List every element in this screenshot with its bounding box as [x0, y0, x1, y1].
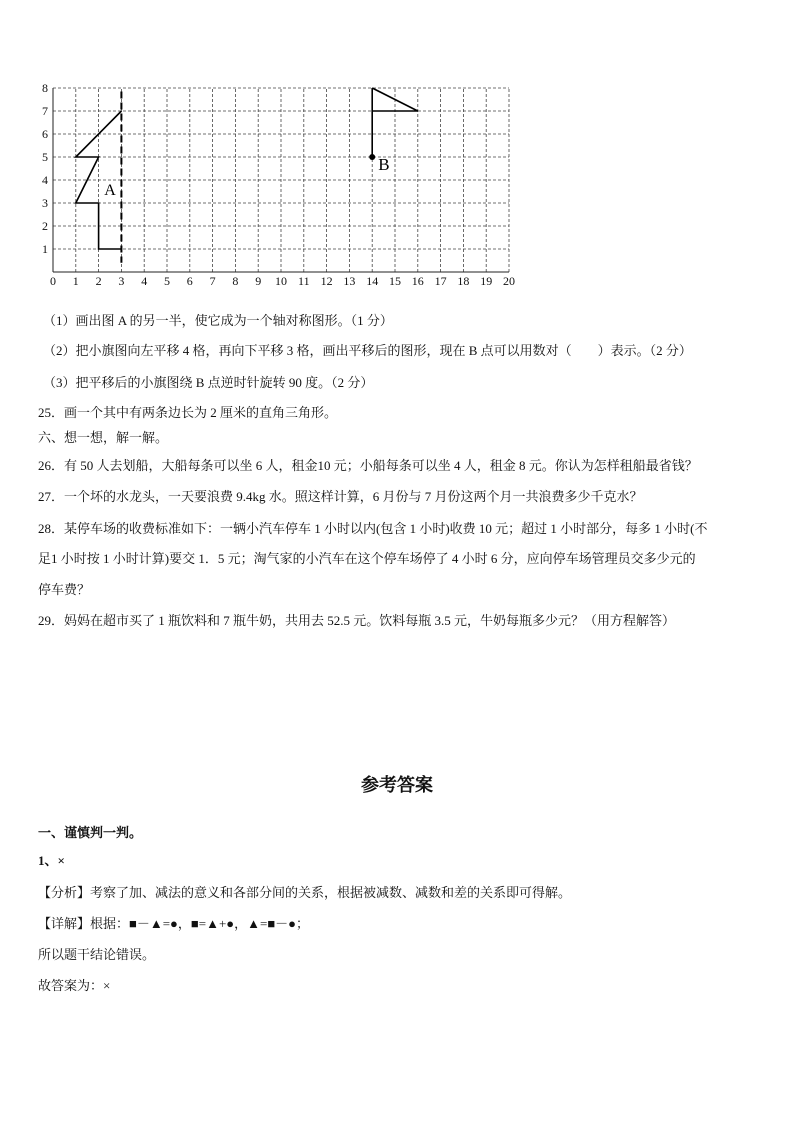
point-b-label: B [378, 155, 390, 174]
x-tick-label: 13 [343, 274, 356, 288]
question-27: 27．一个坏的水龙头，一天要浪费 9.4kg 水。照这样计算，6 月份与 7 月份这两个月一共浪费多少千克水？ [38, 489, 643, 504]
question-29: 29．妈妈在超市买了 1 瓶饮料和 7 瓶牛奶，共用去 52.5 元。饮料每瓶 3.5 元，牛奶每瓶多少元？（用方程解答） [38, 613, 676, 628]
y-tick-label: 6 [42, 127, 48, 141]
section-6-heading: 六、想一想，解一解。 [38, 430, 169, 445]
x-tick-label: 14 [366, 274, 379, 288]
answer-analysis: 【分析】考察了加、减法的意义和各部分间的关系，根据被减数、减数和差的关系即可得解。 [38, 885, 572, 900]
y-tick-label: 7 [42, 104, 48, 118]
question-24-part-1: （1）画出图 A 的另一半，使它成为一个轴对称图形。（1 分） [43, 313, 393, 328]
x-tick-label: 0 [50, 274, 56, 288]
coordinate-grid-figure [0, 0, 794, 300]
x-tick-label: 3 [118, 274, 125, 288]
x-tick-label: 9 [255, 274, 262, 288]
x-tick-label: 8 [232, 274, 239, 288]
x-tick-label: 7 [209, 274, 216, 288]
y-tick-label: 4 [42, 173, 48, 187]
question-26: 26．有 50 人去划船，大船每条可以坐 6 人，租金10 元；小船每条可以坐 4 人，租金 8 元。你认为怎样租船最省钱？ [38, 458, 698, 473]
answer-final: 故答案为：× [38, 978, 111, 993]
y-tick-label: 2 [42, 219, 48, 233]
x-tick-label: 4 [141, 274, 148, 288]
answer-section-1-heading: 一、谨慎判一判。 [38, 825, 143, 840]
x-tick-label: 5 [164, 274, 170, 288]
x-tick-label: 15 [389, 274, 401, 288]
answer-conclusion: 所以题干结论错误。 [38, 947, 156, 962]
x-tick-label: 17 [434, 274, 447, 288]
x-tick-label: 1 [72, 274, 79, 288]
question-28-line-2: 足1 小时按 1 小时计算)要交 1．5 元；淘气家的小汽车在这个停车场停了 4 小时 6 分，应向停车场管理员交多少元的 [38, 551, 696, 566]
shape-a-label: A [104, 181, 116, 199]
x-tick-label: 10 [275, 274, 287, 288]
answer-detail: 【详解】根据：■－▲=●，■=▲+●，▲=■－●； [38, 916, 310, 931]
x-tick-label: 19 [480, 274, 493, 288]
y-tick-label: 5 [42, 150, 48, 164]
x-tick-label: 16 [411, 274, 424, 288]
y-tick-label: 1 [42, 242, 48, 256]
answer-item-1: 1、× [38, 853, 65, 868]
x-tick-label: 11 [298, 274, 310, 288]
question-28-line-3: 停车费？ [38, 582, 91, 597]
x-tick-label: 12 [320, 274, 333, 288]
answer-key-title: 参考答案 [361, 775, 433, 795]
question-24-part-2: （2）把小旗图向左平移 4 格，再向下平移 3 格，画出平移后的图形，现在 B 点可以用数对（ ）表示。（2 分） [43, 343, 692, 358]
y-tick-label: 8 [42, 81, 48, 95]
question-24-part-3: （3）把平移后的小旗图绕 B 点逆时针旋转 90 度。（2 分） [43, 375, 374, 390]
x-tick-label: 20 [503, 274, 515, 288]
x-tick-label: 2 [95, 274, 102, 288]
y-tick-label: 3 [42, 196, 48, 210]
x-tick-label: 18 [457, 274, 470, 288]
question-25: 25．画一个其中有两条边长为 2 厘米的直角三角形。 [38, 405, 338, 420]
question-28-line-1: 28．某停车场的收费标准如下：一辆小汽车停车 1 小时以内(包含 1 小时)收费 10 元；超过 1 小时部分，每多 1 小时(不 [38, 521, 708, 536]
point-b-dot [369, 154, 375, 160]
x-tick-label: 6 [186, 274, 193, 288]
